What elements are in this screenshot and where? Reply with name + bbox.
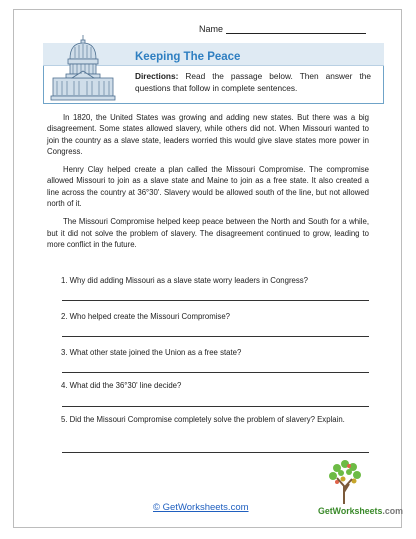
name-label: Name (199, 24, 224, 34)
passage-paragraph-3: The Missouri Compromise helped keep peace between the North and South for a while, but it did not solve the problem of slavery. The disagreement continued to grow, leading to more conflict in the future. (47, 217, 369, 249)
answer-line-2[interactable] (62, 336, 369, 337)
reading-passage (47, 112, 369, 257)
answer-line-1[interactable] (62, 300, 369, 301)
logo-text-worksheets: Worksheets (332, 506, 383, 516)
question-2: 2. Who helped create the Missouri Compromise? (61, 312, 231, 321)
passage-paragraph-1: In 1820, the United States was growing and adding new states. But there was a big disagreement. Some states allowed slavery, while others did not. When Missouri wanted to join the country as a slave state, leaders worried this would give slave states more power in Congress. (47, 113, 369, 156)
directions-label: Directions: (135, 71, 179, 81)
directions-text: Read the passage below. Then answer the questions that follow in complete sentences. (135, 71, 372, 93)
logo-text-com: .com (382, 506, 403, 516)
name-line[interactable] (226, 24, 366, 34)
name-field[interactable] (199, 24, 366, 34)
capitol-building-icon (50, 33, 116, 101)
question-1: 1. Why did adding Missouri as a slave state worry leaders in Congress? (61, 276, 309, 285)
worksheet-title: Keeping The Peace (135, 51, 241, 63)
footer-link[interactable]: © GetWorksheets.com (153, 502, 249, 513)
getworksheets-logo (318, 506, 403, 516)
passage-paragraph-2: Henry Clay helped create a plan called the Missouri Compromise. The compromise allowed Missouri to join as a slave state and Maine to join as a free state. It also created a line across the country at 36°30'. Slavery would be allowed south of the line, but not allowed north of it. (47, 165, 369, 209)
answer-line-4[interactable] (62, 406, 369, 407)
answer-line-3[interactable] (62, 372, 369, 373)
question-5: 5. Did the Missouri Compromise completely solve the problem of slavery? Explain. (61, 415, 345, 424)
answer-line-5[interactable] (62, 452, 369, 453)
directions (135, 70, 371, 94)
logo-text-get: Get (318, 506, 333, 516)
question-4: 4. What did the 36°30' line decide? (61, 381, 182, 390)
question-3: 3. What other state joined the Union as a free state? (61, 348, 242, 357)
